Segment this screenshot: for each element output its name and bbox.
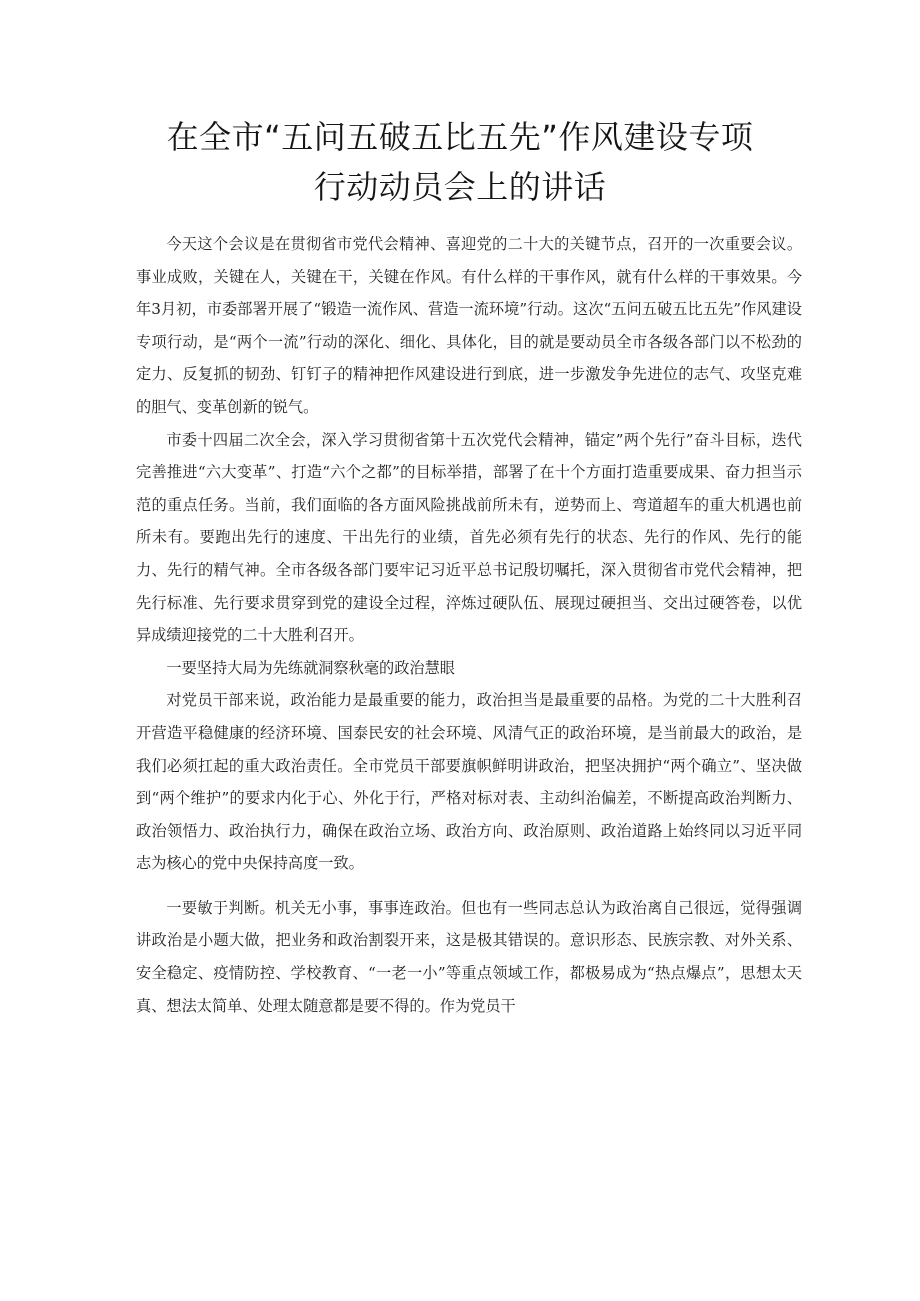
document-title — [100, 112, 820, 212]
paragraph-3: 对党员干部来说，政治能力是最重要的能力，政治担当是最重要的品格。为党的二十大胜利召开营造平稳健康的经济环境、国泰民安的社会环境、风清气正的政治环境，是当前最大的政治，是我们必须扛起的重大政治责任。全市党员干部要旗帜鲜明讲政治，把坚决拥护“两个确立”、坚决做到“两个维护”的要求内化于心、外化于行，严格对标对表、主动纠治偏差，不断提高政治判断力、政治领悟力、政治执行力，确保在政治立场、政治方向、政治原则、政治道路上始终同以习近平同志为核心的党中央保持高度一致。 — [136, 691, 802, 873]
section-heading: 一要坚持大局为先练就洞察秋毫的政治慧眼 — [166, 658, 455, 677]
paragraph-1: 今天这个会议是在贯彻省市党代会精神、喜迎党的二十大的关键节点，召开的一次重要会议。事业成败，关键在人，关键在干，关键在作风。有什么样的干事作风，就有什么样的干事效果。今年3月初，市委部署开展了“锻造一流作风、营造一流环境”行动。这次“五问五破五比五先”作风建设专项行动，是“两个一流”行动的深化、细化、具体化，目的就是要动员全市各级各部门以不松劲的定力、反复抓的韧劲、钉钉子的精神把作风建设进行到底，进一步激发争先进位的志气、攻坚克难的胆气、变革创新的锐气。 — [136, 235, 802, 416]
document-body — [136, 228, 802, 1022]
paragraph-2: 市委十四届二次全会，深入学习贯彻省第十五次党代会精神，锚定”两个先行”奋斗目标，迭代完善推进“六大变革”、打造“六个之都”的目标举措，部署了在十个方面打造重要成果、奋力担当示范的重点任务。当前，我们面临的各方面风险挑战前所未有，逆势而上、弯道超车的重大机遇也前所未有。要跑出先行的速度、干出先行的业绩，首先必须有先行的状态、先行的作风、先行的能力、先行的精气神。全市各级各部门要牢记习近平总书记殷切嘱托，深入贯彻省市党代会精神，把先行标准、先行要求贯穿到党的建设全过程，淬炼过硬队伍、展现过硬担当、交出过硬答卷，以优异成绩迎接党的二十大胜利召开。 — [136, 430, 802, 645]
title-line-1: 在全市“五问五破五比五先”作风建设专项 — [166, 118, 754, 156]
title-line-2: 行动动员会上的讲话 — [313, 168, 607, 206]
paragraph-4: 一要敏于判断。机关无小事，事事连政治。但也有一些同志总认为政治离自己很远，觉得强调讲政治是小题大做，把业务和政治割裂开来，这是极其错误的。意识形态、民族宗教、对外关系、安全稳定、疫情防控、学校教育、“一老一小”等重点领域工作，都极易成为“热点爆点”，思想太天真、想法太简单、处理太随意都是要不得的。作为党员干 — [136, 898, 802, 1015]
